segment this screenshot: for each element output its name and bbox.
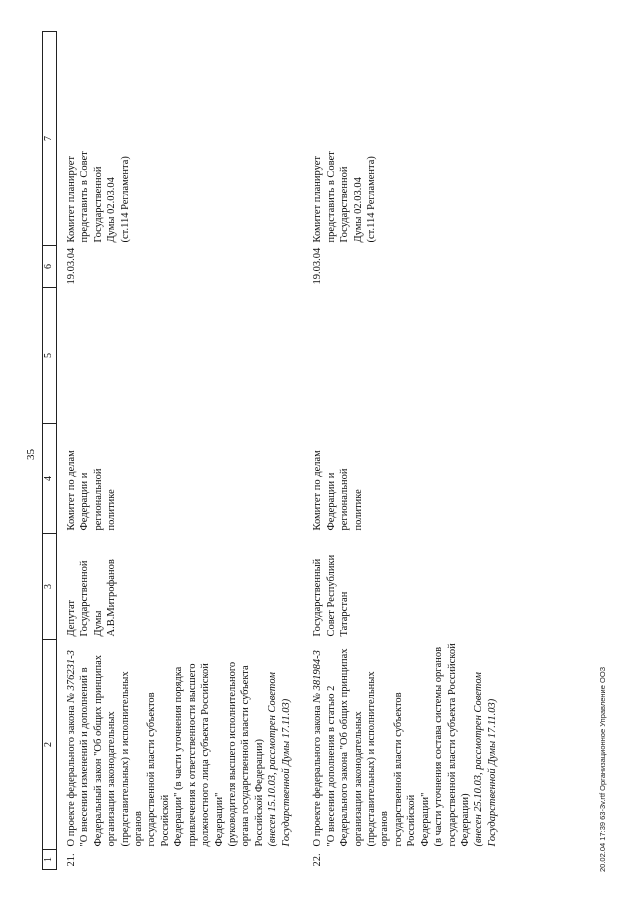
bill-status: Комитет планирует представить в Совет Государственной Думы 02.03.04 (ст.114 Регламента) (65, 151, 131, 243)
bill-initiator: Государственный Совет Республики Татарстан (312, 554, 351, 637)
column-number-header (43, 32, 57, 870)
table-row (56, 32, 303, 870)
rotated-document-page (20, 22, 620, 880)
page-number: 35 (25, 449, 37, 460)
col-header-2: 2 (43, 640, 57, 850)
bill-status: Комитет планирует представить в Совет Государственной Думы 02.03.04 (ст.114 Регламента) (312, 151, 377, 243)
bill-title-prefix: О проекте федерального закона (312, 702, 324, 847)
col-header-3: 3 (43, 534, 57, 640)
bill-body: "О внесении дополнения в статью 2 Федерального закона "Об общих принципах организации законодательных (представительных) и исполнительных органов государственной власти субъектов Российской Федерации" (в части уточнения состава системы органов государственной власти субъекта Российской Федерации) (325, 643, 472, 847)
col-header-6: 6 (43, 246, 57, 288)
column-5-cell (303, 288, 509, 424)
col-header-4: 4 (43, 424, 57, 534)
bill-number: № 381984-3 (312, 650, 324, 703)
bill-title-prefix: О проекте федерального закона (65, 702, 77, 847)
review-date: 19.03.04 (312, 247, 324, 285)
col-header-7: 7 (43, 32, 57, 246)
bills-table (42, 31, 509, 870)
document-footer: 20.02.04 17:39 63-3v.rtf Организационное Управление ООЗ (598, 666, 607, 872)
col-header-5: 5 (43, 288, 57, 424)
bill-note: (внесен 25.10.03, рассмотрен Советом Государственной Думы 17.11.03) (473, 672, 498, 847)
col-header-1: 1 (43, 850, 57, 870)
table-row (303, 32, 509, 870)
column-5-cell (56, 288, 303, 424)
row-number: 21. (65, 853, 77, 867)
bill-description (303, 640, 509, 850)
responsible-committee: Комитет по делам Федерации и региональной политике (312, 450, 364, 531)
bill-number: № 376231-3 (65, 650, 77, 703)
row-number: 22. (312, 853, 324, 867)
responsible-committee: Комитет по делам Федерации и региональной политике (65, 450, 118, 531)
bill-description (56, 640, 303, 850)
bill-note: (внесен 15.10.03, рассмотрен Советом Государственной Думы 17.11.03) (267, 672, 292, 847)
bill-initiator: Депутат Государственной Думы А.В.Митрофанов (65, 559, 118, 637)
bill-body: "О внесении изменений и дополнений в Федеральный закон "Об общих принципах организации законодательных (представительных) и исполнительных органов государственной власти субъектов Российской Федерации" (в части уточнения порядка привлечения к ответственности высшего должностного лица субъекта Российской Федерации" (руководителя высшего исполнительного органа государственной власти субъекта Российской Федерации) (79, 654, 265, 847)
review-date: 19.03.04 (65, 247, 77, 285)
